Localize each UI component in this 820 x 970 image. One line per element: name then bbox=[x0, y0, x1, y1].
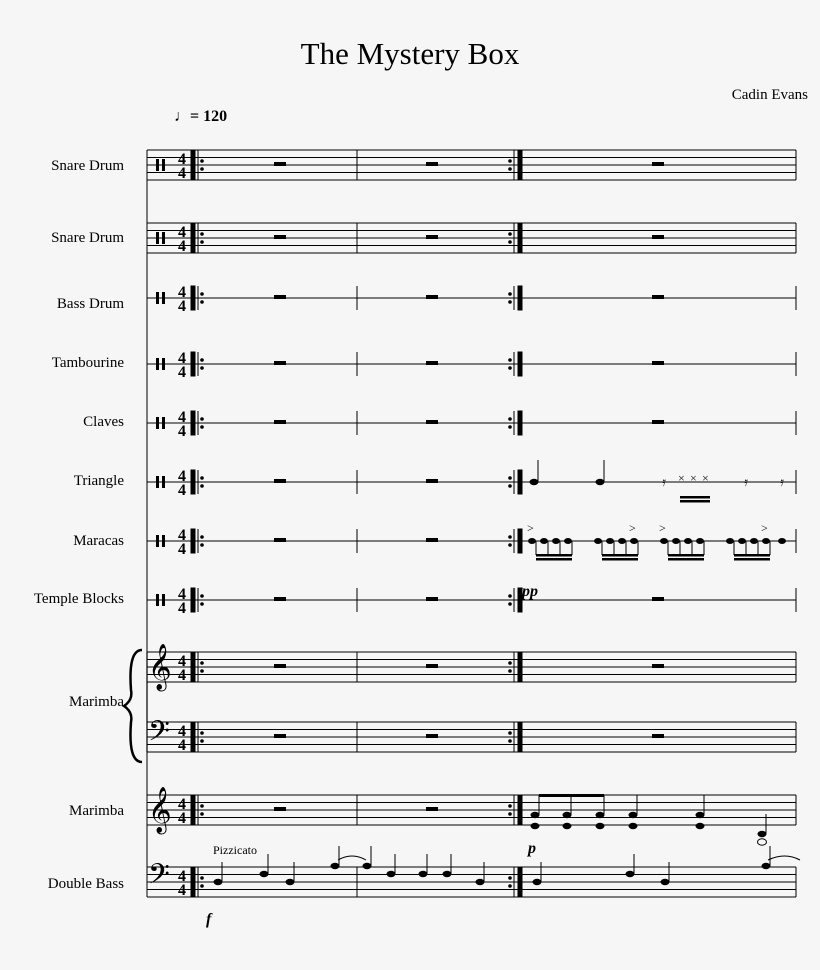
repeat-end-thick bbox=[518, 529, 522, 553]
repeat-dot bbox=[508, 543, 512, 547]
note-head bbox=[696, 823, 705, 829]
repeat-dot bbox=[508, 476, 512, 480]
note-head bbox=[629, 812, 638, 818]
repeat-dot bbox=[200, 884, 204, 888]
repeat-dot bbox=[508, 535, 512, 539]
repeat-end-thick bbox=[518, 722, 522, 752]
note-head bbox=[530, 479, 539, 485]
note-head bbox=[531, 823, 540, 829]
note-head bbox=[531, 812, 540, 818]
sixteenth-rest-icon: 𝄿 bbox=[744, 474, 748, 489]
percussion-clef-icon bbox=[156, 594, 159, 606]
repeat-end-thick bbox=[518, 470, 522, 494]
repeat-start-thick bbox=[191, 652, 195, 682]
repeat-dot bbox=[508, 812, 512, 816]
x-note-head: × bbox=[702, 471, 709, 485]
repeat-start-thick bbox=[191, 223, 195, 253]
repeat-dot bbox=[508, 731, 512, 735]
time-signature-numerator: 4 bbox=[178, 350, 186, 367]
repeat-end-thick bbox=[518, 588, 522, 612]
dynamic-marimba: p bbox=[528, 840, 536, 857]
note-head bbox=[563, 823, 572, 829]
note-head bbox=[750, 538, 758, 544]
note-head bbox=[596, 479, 605, 485]
note-head bbox=[778, 538, 786, 544]
note-head bbox=[564, 538, 572, 544]
beam bbox=[536, 554, 572, 557]
instrument-label-tambourine: Tambourine bbox=[51, 355, 124, 371]
repeat-start-thick bbox=[191, 795, 195, 825]
whole-rest bbox=[426, 420, 438, 424]
time-signature-denominator: 4 bbox=[178, 737, 186, 754]
note-head bbox=[762, 863, 771, 869]
repeat-dot bbox=[200, 292, 204, 296]
accent-mark: > bbox=[527, 521, 534, 535]
repeat-dot bbox=[200, 669, 204, 673]
instrument-label-marimba-2: Marimba bbox=[69, 803, 124, 819]
composer-name: Cadin Evans bbox=[731, 87, 808, 103]
repeat-dot bbox=[200, 425, 204, 429]
percussion-clef-icon bbox=[156, 358, 159, 370]
time-signature-denominator: 4 bbox=[178, 882, 186, 899]
repeat-dot bbox=[200, 167, 204, 171]
percussion-clef-icon bbox=[156, 159, 159, 171]
treble-clef-icon: 𝄞 bbox=[148, 787, 172, 833]
repeat-dot bbox=[200, 812, 204, 816]
time-signature-denominator: 4 bbox=[178, 165, 186, 182]
whole-rest bbox=[274, 295, 286, 299]
repeat-dot bbox=[200, 804, 204, 808]
x-note-head: × bbox=[690, 471, 697, 485]
time-signature-numerator: 4 bbox=[178, 468, 186, 485]
whole-rest bbox=[274, 235, 286, 239]
repeat-dot bbox=[200, 232, 204, 236]
note-head bbox=[260, 871, 269, 877]
whole-rest bbox=[652, 235, 664, 239]
time-signature-numerator: 4 bbox=[178, 409, 186, 426]
note-head bbox=[387, 871, 396, 877]
instrument-label-triangle: Triangle bbox=[73, 473, 124, 489]
tempo-marking: ♩= 120 bbox=[174, 108, 228, 125]
whole-rest bbox=[652, 664, 664, 668]
beam bbox=[734, 554, 770, 557]
time-signature-numerator: 4 bbox=[178, 527, 186, 544]
percussion-clef-icon bbox=[156, 232, 159, 244]
beam bbox=[539, 794, 604, 797]
note-head bbox=[758, 831, 767, 837]
note-head bbox=[672, 538, 680, 544]
note-head bbox=[594, 538, 602, 544]
note-head bbox=[528, 538, 536, 544]
whole-rest bbox=[426, 235, 438, 239]
repeat-dot bbox=[508, 159, 512, 163]
time-signature-denominator: 4 bbox=[178, 298, 186, 315]
repeat-dot bbox=[508, 669, 512, 673]
percussion-clef-icon bbox=[162, 594, 165, 606]
repeat-dot bbox=[200, 543, 204, 547]
repeat-dot bbox=[508, 876, 512, 880]
repeat-dot bbox=[508, 661, 512, 665]
whole-rest bbox=[426, 734, 438, 738]
time-signature-denominator: 4 bbox=[178, 364, 186, 381]
repeat-start-thick bbox=[191, 411, 195, 435]
repeat-end-thick bbox=[518, 867, 522, 897]
whole-rest bbox=[274, 361, 286, 365]
repeat-dot bbox=[200, 484, 204, 488]
instrument-label-claves: Claves bbox=[83, 414, 124, 430]
note-head bbox=[618, 538, 626, 544]
time-signature-numerator: 4 bbox=[178, 586, 186, 603]
accent-mark: > bbox=[761, 521, 768, 535]
note-head bbox=[331, 863, 340, 869]
time-signature-numerator: 4 bbox=[178, 284, 186, 301]
whole-rest bbox=[426, 295, 438, 299]
repeat-dot bbox=[508, 425, 512, 429]
repeat-dot bbox=[508, 804, 512, 808]
repeat-dot bbox=[508, 292, 512, 296]
note-head bbox=[762, 538, 770, 544]
repeat-end-thick bbox=[518, 795, 522, 825]
note-head bbox=[738, 538, 746, 544]
note-head bbox=[363, 863, 372, 869]
note-head bbox=[630, 538, 638, 544]
score-title: The Mystery Box bbox=[300, 36, 520, 71]
repeat-dot bbox=[200, 366, 204, 370]
dynamic-double-bass: f bbox=[206, 911, 212, 928]
whole-rest bbox=[274, 420, 286, 424]
percussion-clef-icon bbox=[162, 232, 165, 244]
beam bbox=[668, 558, 704, 561]
time-signature-denominator: 4 bbox=[178, 482, 186, 499]
time-signature-numerator: 4 bbox=[178, 868, 186, 885]
repeat-end-thick bbox=[518, 286, 522, 310]
repeat-dot bbox=[508, 417, 512, 421]
note-head bbox=[596, 812, 605, 818]
time-signature-numerator: 4 bbox=[178, 653, 186, 670]
repeat-dot bbox=[508, 300, 512, 304]
whole-rest bbox=[652, 597, 664, 601]
repeat-end-thick bbox=[518, 150, 522, 180]
note-head bbox=[684, 538, 692, 544]
time-signature-numerator: 4 bbox=[178, 151, 186, 168]
whole-rest bbox=[274, 597, 286, 601]
repeat-end-thick bbox=[518, 352, 522, 376]
repeat-dot bbox=[200, 876, 204, 880]
whole-rest bbox=[652, 162, 664, 166]
note-head bbox=[660, 538, 668, 544]
pizzicato-marking: Pizzicato bbox=[213, 843, 257, 857]
time-signature-numerator: 4 bbox=[178, 224, 186, 241]
brace-icon bbox=[124, 650, 142, 762]
beam bbox=[680, 500, 710, 503]
repeat-dot bbox=[508, 366, 512, 370]
percussion-clef-icon bbox=[156, 535, 159, 547]
whole-rest bbox=[426, 664, 438, 668]
repeat-start-thick bbox=[191, 470, 195, 494]
bass-clef-icon: 𝄢 bbox=[148, 858, 170, 898]
time-signature-numerator: 4 bbox=[178, 723, 186, 740]
instrument-label-marimba-1: Marimba bbox=[69, 694, 124, 710]
repeat-dot bbox=[200, 300, 204, 304]
repeat-dot bbox=[200, 602, 204, 606]
whole-rest bbox=[274, 162, 286, 166]
percussion-clef-icon bbox=[156, 476, 159, 488]
accent-mark: > bbox=[629, 521, 636, 535]
note-head bbox=[552, 538, 560, 544]
percussion-clef-icon bbox=[156, 292, 159, 304]
instrument-label-maracas: Maracas bbox=[73, 533, 124, 549]
percussion-clef-icon bbox=[162, 535, 165, 547]
tie bbox=[338, 856, 366, 860]
note-head bbox=[563, 812, 572, 818]
repeat-dot bbox=[508, 602, 512, 606]
beam bbox=[668, 554, 704, 557]
whole-rest bbox=[652, 734, 664, 738]
time-signature-denominator: 4 bbox=[178, 541, 186, 558]
repeat-end-thick bbox=[518, 652, 522, 682]
note-head bbox=[606, 538, 614, 544]
repeat-end-thick bbox=[518, 411, 522, 435]
instrument-label-snare-drum-1: Snare Drum bbox=[51, 158, 124, 174]
instrument-label-bass-drum: Bass Drum bbox=[56, 296, 124, 312]
whole-rest bbox=[426, 162, 438, 166]
bass-clef-icon: 𝄢 bbox=[148, 715, 170, 755]
repeat-start-thick bbox=[191, 286, 195, 310]
time-signature-denominator: 4 bbox=[178, 238, 186, 255]
percussion-clef-icon bbox=[162, 476, 165, 488]
percussion-clef-icon bbox=[162, 417, 165, 429]
repeat-dot bbox=[200, 159, 204, 163]
note-head bbox=[661, 879, 670, 885]
repeat-dot bbox=[508, 484, 512, 488]
note-head bbox=[540, 538, 548, 544]
repeat-start-thick bbox=[191, 529, 195, 553]
beam bbox=[602, 554, 638, 557]
beam bbox=[536, 558, 572, 561]
repeat-dot bbox=[508, 884, 512, 888]
time-signature-denominator: 4 bbox=[178, 667, 186, 684]
whole-rest bbox=[274, 664, 286, 668]
x-note-head: × bbox=[678, 471, 685, 485]
note-head bbox=[443, 871, 452, 877]
time-signature-numerator: 4 bbox=[178, 796, 186, 813]
note-head bbox=[286, 879, 295, 885]
instrument-label-double-bass: Double Bass bbox=[47, 876, 124, 892]
percussion-clef-icon bbox=[162, 292, 165, 304]
repeat-dot bbox=[508, 240, 512, 244]
beam bbox=[602, 558, 638, 561]
repeat-dot bbox=[200, 661, 204, 665]
percussion-clef-icon bbox=[156, 417, 159, 429]
whole-rest bbox=[426, 361, 438, 365]
whole-rest bbox=[426, 807, 438, 811]
note-head bbox=[629, 823, 638, 829]
repeat-dot bbox=[508, 594, 512, 598]
note-head bbox=[726, 538, 734, 544]
note-head bbox=[696, 812, 705, 818]
note-head bbox=[476, 879, 485, 885]
beam bbox=[680, 496, 710, 499]
repeat-dot bbox=[508, 358, 512, 362]
repeat-dot bbox=[200, 594, 204, 598]
repeat-dot bbox=[200, 739, 204, 743]
note-head bbox=[626, 871, 635, 877]
time-signature-denominator: 4 bbox=[178, 600, 186, 617]
repeat-dot bbox=[200, 240, 204, 244]
whole-rest bbox=[426, 538, 438, 542]
whole-rest bbox=[274, 538, 286, 542]
repeat-dot bbox=[508, 167, 512, 171]
treble-clef-icon: 𝄞 bbox=[148, 644, 172, 690]
instrument-label-temple-blocks: Temple Blocks bbox=[33, 591, 124, 607]
whole-rest bbox=[652, 361, 664, 365]
repeat-start-thick bbox=[191, 867, 195, 897]
accent-mark: > bbox=[659, 521, 666, 535]
repeat-dot bbox=[200, 731, 204, 735]
whole-rest bbox=[426, 479, 438, 483]
note-head bbox=[214, 879, 223, 885]
beam bbox=[734, 558, 770, 561]
repeat-dot bbox=[200, 476, 204, 480]
note-head bbox=[758, 839, 767, 845]
instrument-label-snare-drum-2: Snare Drum bbox=[51, 230, 124, 246]
percussion-clef-icon bbox=[162, 159, 165, 171]
repeat-start-thick bbox=[191, 352, 195, 376]
time-signature-denominator: 4 bbox=[178, 810, 186, 827]
whole-rest bbox=[426, 597, 438, 601]
percussion-clef-icon bbox=[162, 358, 165, 370]
whole-rest bbox=[652, 420, 664, 424]
repeat-dot bbox=[200, 535, 204, 539]
whole-rest bbox=[274, 479, 286, 483]
note-head bbox=[533, 879, 542, 885]
repeat-start-thick bbox=[191, 588, 195, 612]
sixteenth-rest-icon: 𝄿 bbox=[780, 474, 784, 489]
repeat-dot bbox=[508, 739, 512, 743]
repeat-start-thick bbox=[191, 150, 195, 180]
note-head bbox=[419, 871, 428, 877]
note-head bbox=[596, 823, 605, 829]
time-signature-denominator: 4 bbox=[178, 423, 186, 440]
whole-rest bbox=[274, 734, 286, 738]
repeat-start-thick bbox=[191, 722, 195, 752]
repeat-end-thick bbox=[518, 223, 522, 253]
repeat-dot bbox=[508, 232, 512, 236]
whole-rest bbox=[274, 807, 286, 811]
repeat-dot bbox=[200, 358, 204, 362]
dynamic-temple-blocks: pp bbox=[522, 583, 538, 600]
note-head bbox=[696, 538, 704, 544]
whole-rest bbox=[652, 295, 664, 299]
repeat-dot bbox=[200, 417, 204, 421]
tie bbox=[768, 856, 800, 860]
sixteenth-rest-icon: 𝄿 bbox=[662, 474, 666, 489]
